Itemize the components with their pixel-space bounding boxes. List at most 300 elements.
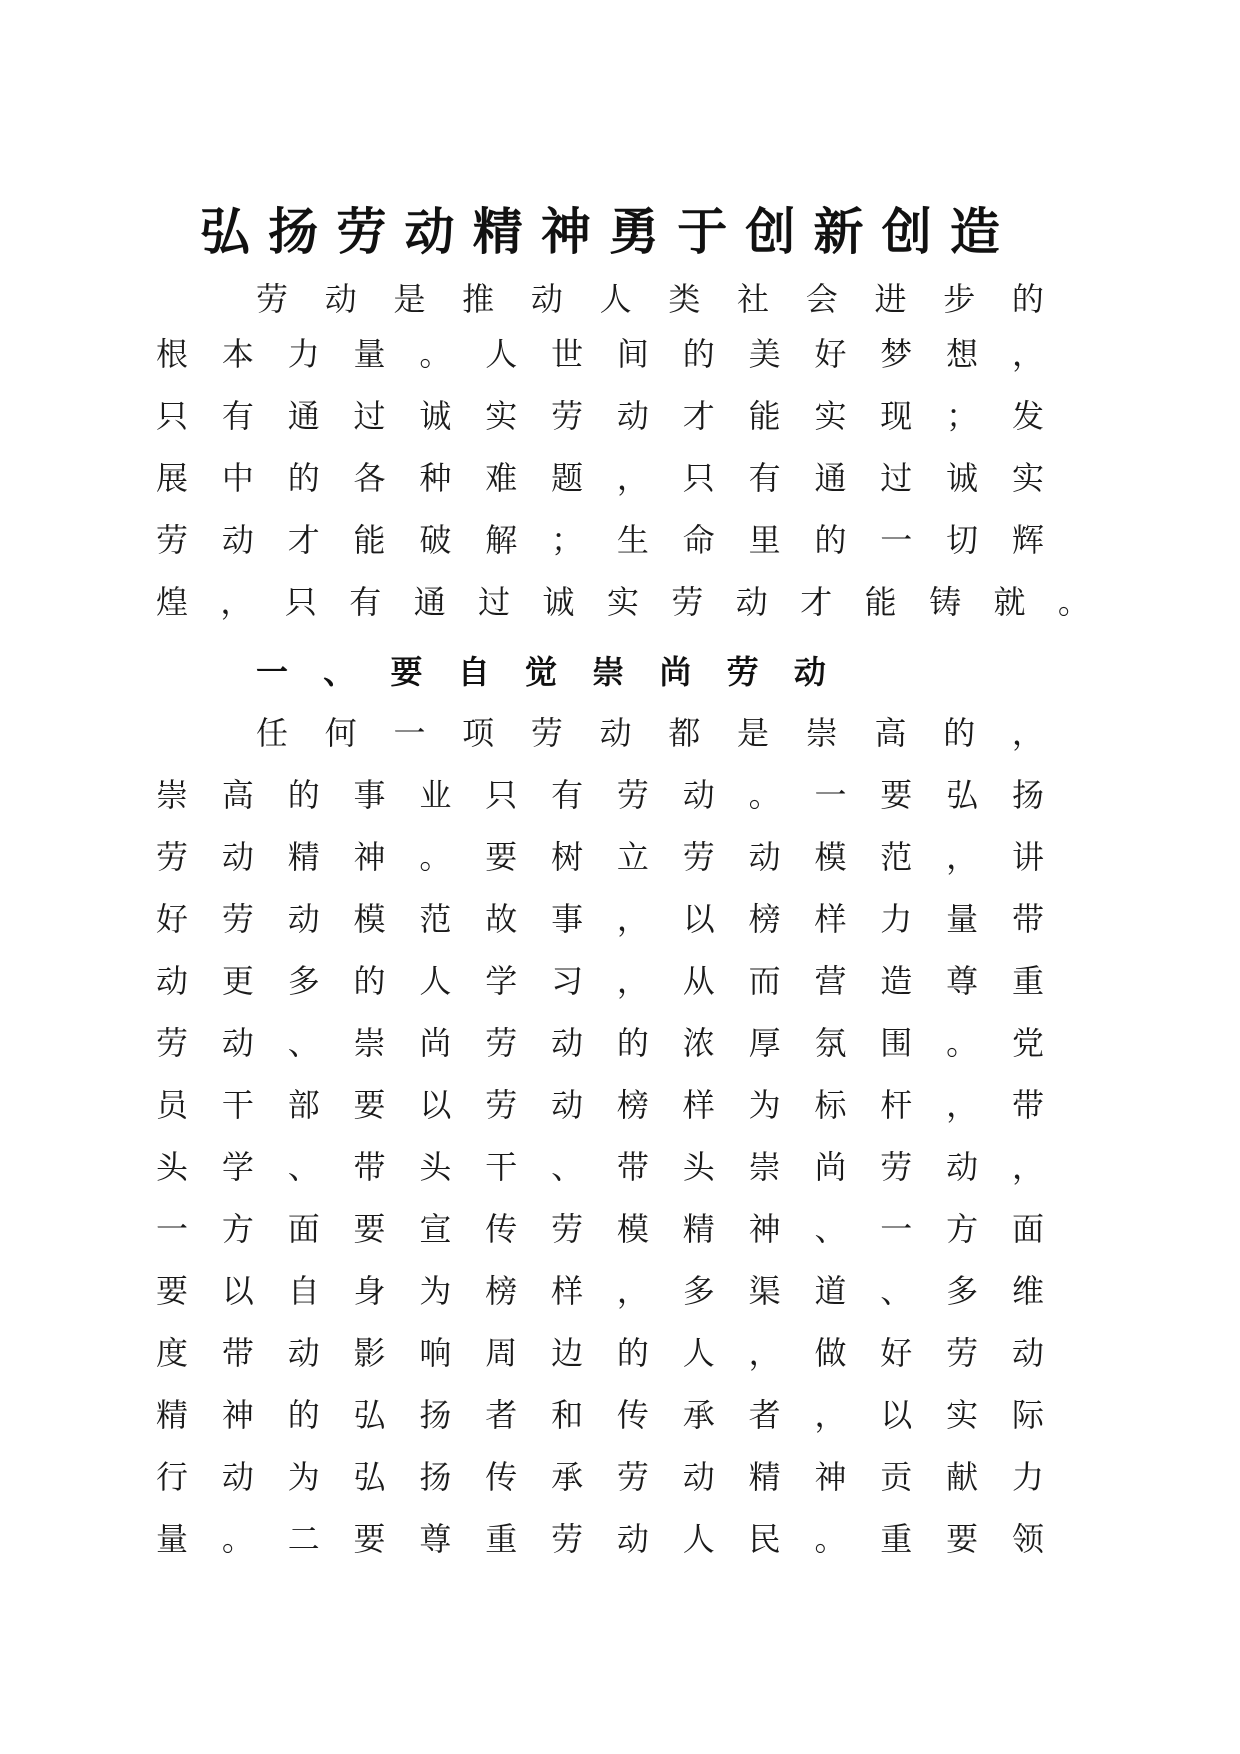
section-heading — [256, 644, 826, 696]
text-glyph: 为 — [419, 1272, 452, 1310]
text-glyph: 自 — [457, 653, 490, 691]
text-glyph: 类 — [668, 280, 701, 318]
text-glyph: 神 — [221, 1396, 254, 1434]
text-glyph: 煌 — [156, 583, 189, 621]
text-glyph: 而 — [748, 962, 781, 1000]
text-glyph: ， — [1011, 1148, 1044, 1186]
text-glyph: 影 — [353, 1334, 386, 1372]
text-glyph: 标 — [814, 1086, 847, 1124]
text-glyph: 一 — [256, 653, 289, 691]
text-glyph: 是 — [393, 280, 426, 318]
text-glyph: 弘 — [946, 776, 979, 814]
text-glyph: 弘 — [200, 202, 250, 261]
text-glyph: 实 — [814, 397, 847, 435]
text-glyph: 通 — [413, 583, 446, 621]
text-glyph: 动 — [682, 776, 715, 814]
text-glyph: 会 — [805, 280, 838, 318]
text-glyph: 多 — [946, 1272, 979, 1310]
text-glyph: 劳 — [530, 714, 563, 752]
text-glyph: 劳 — [485, 1024, 518, 1062]
text-glyph: ， — [1011, 714, 1044, 752]
text-glyph: 传 — [485, 1458, 518, 1496]
text-glyph: 的 — [616, 1334, 649, 1372]
text-glyph: 多 — [287, 962, 320, 1000]
text-glyph: 劳 — [671, 583, 704, 621]
text-glyph: 带 — [616, 1148, 649, 1186]
text-glyph: 动 — [946, 1148, 979, 1186]
text-glyph: 头 — [156, 1148, 189, 1186]
text-glyph: 辉 — [1011, 521, 1044, 559]
text-glyph: 动 — [324, 280, 357, 318]
text-glyph: 步 — [943, 280, 976, 318]
text-glyph: 动 — [551, 1024, 584, 1062]
text-glyph: 诚 — [946, 459, 979, 497]
text-glyph: 方 — [946, 1210, 979, 1248]
text-glyph: 动 — [287, 900, 320, 938]
paragraph-line — [156, 1388, 1044, 1438]
paragraph-line — [156, 1140, 1044, 1190]
text-glyph: 世 — [551, 335, 584, 373]
text-glyph: 劳 — [551, 1520, 584, 1558]
text-glyph: 动 — [221, 1024, 254, 1062]
text-glyph: 献 — [946, 1458, 979, 1496]
text-glyph: 动 — [599, 714, 632, 752]
text-glyph: 造 — [949, 202, 1000, 261]
text-glyph: 各 — [353, 459, 386, 497]
text-glyph: 动 — [287, 1334, 320, 1372]
text-glyph: 崇 — [156, 776, 189, 814]
text-glyph: 的 — [287, 459, 320, 497]
text-glyph: 想 — [946, 335, 979, 373]
text-glyph: 际 — [1011, 1396, 1044, 1434]
paragraph-line — [156, 1512, 1044, 1562]
text-glyph: 能 — [353, 521, 386, 559]
text-glyph: 实 — [946, 1396, 979, 1434]
text-glyph: 崇 — [592, 653, 625, 691]
paragraph-line — [156, 892, 1044, 942]
text-glyph: 造 — [880, 962, 913, 1000]
text-glyph: ， — [946, 838, 979, 876]
text-glyph: 发 — [1011, 397, 1044, 435]
text-glyph: ， — [616, 459, 649, 497]
text-glyph: 精 — [748, 1458, 781, 1496]
text-glyph: 于 — [677, 202, 728, 261]
paragraph-line — [156, 513, 1044, 563]
text-glyph: 精 — [472, 202, 523, 261]
text-glyph: 的 — [682, 335, 715, 373]
text-glyph: 为 — [748, 1086, 781, 1124]
text-glyph: 。 — [946, 1024, 979, 1062]
text-glyph: 要 — [353, 1520, 386, 1558]
text-glyph: 有 — [748, 459, 781, 497]
text-glyph: 者 — [748, 1396, 781, 1434]
text-glyph: 模 — [353, 900, 386, 938]
text-glyph: 学 — [485, 962, 518, 1000]
text-glyph: 、 — [814, 1210, 847, 1248]
paragraph-line — [156, 451, 1044, 501]
text-glyph: 劳 — [256, 280, 289, 318]
text-glyph: 自 — [287, 1272, 320, 1310]
text-glyph: 尊 — [419, 1520, 452, 1558]
text-glyph: 讲 — [1011, 838, 1044, 876]
paragraph-line — [156, 768, 1044, 818]
text-glyph: 就 — [993, 583, 1026, 621]
text-glyph: ， — [1011, 335, 1044, 373]
text-glyph: 都 — [668, 714, 701, 752]
text-glyph: 尚 — [659, 653, 692, 691]
text-glyph: 样 — [551, 1272, 584, 1310]
text-glyph: 事 — [353, 776, 386, 814]
text-glyph: 间 — [616, 335, 649, 373]
text-glyph: 实 — [606, 583, 639, 621]
text-glyph: 尊 — [946, 962, 979, 1000]
paragraph-line — [156, 327, 1044, 377]
text-glyph: 创 — [745, 202, 796, 261]
text-glyph: 者 — [485, 1396, 518, 1434]
text-glyph: 一 — [156, 1210, 189, 1248]
text-glyph: 干 — [221, 1086, 254, 1124]
text-glyph: 题 — [551, 459, 584, 497]
text-glyph: 以 — [682, 900, 715, 938]
text-glyph: 从 — [682, 962, 715, 1000]
text-glyph: 树 — [551, 838, 584, 876]
text-glyph: 带 — [1011, 1086, 1044, 1124]
text-glyph: 神 — [814, 1458, 847, 1496]
text-glyph: 学 — [221, 1148, 254, 1186]
text-glyph: 围 — [880, 1024, 913, 1062]
text-glyph: 要 — [156, 1272, 189, 1310]
text-glyph: 劳 — [726, 653, 759, 691]
text-glyph: 承 — [682, 1396, 715, 1434]
text-glyph: 劳 — [880, 1148, 913, 1186]
text-glyph: 何 — [324, 714, 357, 752]
text-glyph: 进 — [874, 280, 907, 318]
text-glyph: 。 — [814, 1520, 847, 1558]
text-glyph: 动 — [404, 202, 455, 261]
text-glyph: 破 — [419, 521, 452, 559]
paragraph-line — [156, 830, 1044, 880]
text-glyph: 多 — [682, 1272, 715, 1310]
text-glyph: 量 — [156, 1520, 189, 1558]
text-glyph: 以 — [419, 1086, 452, 1124]
text-glyph: 要 — [390, 653, 423, 691]
text-glyph: 好 — [814, 335, 847, 373]
text-glyph: 的 — [1011, 280, 1044, 318]
text-glyph: 量 — [946, 900, 979, 938]
text-glyph: 传 — [485, 1210, 518, 1248]
text-glyph: 道 — [814, 1272, 847, 1310]
text-glyph: 榜 — [485, 1272, 518, 1310]
text-glyph: 。 — [1057, 583, 1090, 621]
text-glyph: 才 — [682, 397, 715, 435]
text-glyph: 。 — [419, 335, 452, 373]
text-glyph: 铸 — [929, 583, 962, 621]
text-glyph: 解 — [485, 521, 518, 559]
text-glyph: 的 — [616, 1024, 649, 1062]
text-glyph: 扬 — [419, 1396, 452, 1434]
paragraph-line — [156, 1326, 1044, 1376]
text-glyph: 劳 — [485, 1086, 518, 1124]
text-glyph: 中 — [221, 459, 254, 497]
text-glyph: ， — [946, 1086, 979, 1124]
text-glyph: 一 — [880, 521, 913, 559]
paragraph-line — [156, 389, 1044, 439]
paragraph-line — [156, 1450, 1044, 1500]
text-glyph: 榜 — [748, 900, 781, 938]
text-glyph: ， — [814, 1396, 847, 1434]
text-glyph: 实 — [485, 397, 518, 435]
text-glyph: 要 — [880, 776, 913, 814]
text-glyph: 二 — [287, 1520, 320, 1558]
text-glyph: 动 — [156, 962, 189, 1000]
text-glyph: 做 — [814, 1334, 847, 1372]
text-glyph: 精 — [682, 1210, 715, 1248]
text-glyph: ， — [220, 583, 253, 621]
text-glyph: 动 — [221, 1458, 254, 1496]
paragraph-line — [156, 1264, 1044, 1314]
text-glyph: 渠 — [748, 1272, 781, 1310]
text-glyph: 范 — [880, 838, 913, 876]
text-glyph: 。 — [419, 838, 452, 876]
text-glyph: 以 — [221, 1272, 254, 1310]
text-glyph: 。 — [748, 776, 781, 814]
text-glyph: 重 — [1011, 962, 1044, 1000]
text-glyph: 面 — [287, 1210, 320, 1248]
text-glyph: 样 — [814, 900, 847, 938]
text-glyph: 事 — [551, 900, 584, 938]
text-glyph: 身 — [353, 1272, 386, 1310]
text-glyph: 一 — [814, 776, 847, 814]
text-glyph: 员 — [156, 1086, 189, 1124]
text-glyph: 才 — [800, 583, 833, 621]
text-glyph: 的 — [943, 714, 976, 752]
text-glyph: 劳 — [682, 838, 715, 876]
text-glyph: 样 — [682, 1086, 715, 1124]
paragraph-line — [256, 272, 1044, 322]
text-glyph: 实 — [1011, 459, 1044, 497]
text-glyph: 的 — [287, 776, 320, 814]
text-glyph: ； — [551, 521, 584, 559]
text-glyph: 力 — [1011, 1458, 1044, 1496]
text-glyph: 头 — [419, 1148, 452, 1186]
text-glyph: 一 — [393, 714, 426, 752]
text-glyph: 度 — [156, 1334, 189, 1372]
text-glyph: 劳 — [156, 521, 189, 559]
text-glyph: 边 — [551, 1334, 584, 1372]
text-glyph: 响 — [419, 1334, 452, 1372]
text-glyph: 维 — [1011, 1272, 1044, 1310]
text-glyph: ， — [616, 1272, 649, 1310]
paragraph-line — [256, 706, 1044, 756]
text-glyph: ， — [616, 962, 649, 1000]
text-glyph: 高 — [874, 714, 907, 752]
text-glyph: 有 — [551, 776, 584, 814]
text-glyph: 重 — [880, 1520, 913, 1558]
text-glyph: 厚 — [748, 1024, 781, 1062]
text-glyph: 神 — [353, 838, 386, 876]
text-glyph: 崇 — [748, 1148, 781, 1186]
text-glyph: 、 — [287, 1024, 320, 1062]
text-glyph: 劳 — [551, 1210, 584, 1248]
text-glyph: 量 — [353, 335, 386, 373]
text-glyph: 好 — [156, 900, 189, 938]
text-glyph: 立 — [616, 838, 649, 876]
text-glyph: 业 — [419, 776, 452, 814]
text-glyph: 通 — [287, 397, 320, 435]
text-glyph: 带 — [1011, 900, 1044, 938]
text-glyph: 扬 — [268, 202, 319, 261]
text-glyph: 觉 — [524, 653, 557, 691]
text-glyph: 的 — [814, 521, 847, 559]
text-glyph: 劳 — [221, 900, 254, 938]
text-glyph: 扬 — [419, 1458, 452, 1496]
text-glyph: 故 — [485, 900, 518, 938]
text-glyph: 是 — [737, 714, 770, 752]
paragraph-line — [156, 575, 1090, 625]
text-glyph: 要 — [353, 1210, 386, 1248]
text-glyph: 部 — [287, 1086, 320, 1124]
text-glyph: 要 — [353, 1086, 386, 1124]
text-glyph: 、 — [323, 653, 356, 691]
text-glyph: 现 — [880, 397, 913, 435]
text-glyph: 以 — [880, 1396, 913, 1434]
text-glyph: 和 — [551, 1396, 584, 1434]
text-glyph: 过 — [880, 459, 913, 497]
text-glyph: 难 — [485, 459, 518, 497]
text-glyph: 精 — [287, 838, 320, 876]
text-glyph: 神 — [540, 202, 591, 261]
text-glyph: 为 — [287, 1458, 320, 1496]
text-glyph: 崇 — [805, 714, 838, 752]
text-glyph: 动 — [682, 1458, 715, 1496]
text-glyph: 人 — [599, 280, 632, 318]
text-glyph: 社 — [737, 280, 770, 318]
text-glyph: 新 — [813, 202, 864, 261]
text-glyph: 要 — [485, 838, 518, 876]
text-glyph: 力 — [880, 900, 913, 938]
text-glyph: 通 — [814, 459, 847, 497]
text-glyph: 杆 — [880, 1086, 913, 1124]
text-glyph: 尚 — [814, 1148, 847, 1186]
text-glyph: 诚 — [419, 397, 452, 435]
text-glyph: 扬 — [1011, 776, 1044, 814]
paragraph-line — [156, 954, 1044, 1004]
text-glyph: 动 — [748, 838, 781, 876]
text-glyph: 人 — [419, 962, 452, 1000]
text-glyph: 人 — [682, 1334, 715, 1372]
text-glyph: 勇 — [609, 202, 660, 261]
text-glyph: 贡 — [880, 1458, 913, 1496]
text-glyph: 一 — [880, 1210, 913, 1248]
text-glyph: 神 — [748, 1210, 781, 1248]
text-glyph: 模 — [814, 838, 847, 876]
text-glyph: 崇 — [353, 1024, 386, 1062]
text-glyph: 、 — [287, 1148, 320, 1186]
text-glyph: 。 — [221, 1520, 254, 1558]
text-glyph: 传 — [616, 1396, 649, 1434]
paragraph-line — [156, 1016, 1044, 1066]
text-glyph: 项 — [462, 714, 495, 752]
text-glyph: 党 — [1011, 1024, 1044, 1062]
text-glyph: 弘 — [353, 1396, 386, 1434]
text-glyph: 、 — [551, 1148, 584, 1186]
text-glyph: 氛 — [814, 1024, 847, 1062]
text-glyph: 干 — [485, 1148, 518, 1186]
text-glyph: 尚 — [419, 1024, 452, 1062]
text-glyph: 诚 — [542, 583, 575, 621]
text-glyph: 动 — [616, 397, 649, 435]
text-glyph: 好 — [880, 1334, 913, 1372]
text-glyph: 里 — [748, 521, 781, 559]
paragraph-line — [156, 1078, 1044, 1128]
text-glyph: 动 — [551, 1086, 584, 1124]
text-glyph: 切 — [946, 521, 979, 559]
text-glyph: 动 — [221, 838, 254, 876]
text-glyph: 有 — [221, 397, 254, 435]
text-glyph: 的 — [287, 1396, 320, 1434]
text-glyph: 动 — [221, 521, 254, 559]
text-glyph: 力 — [287, 335, 320, 373]
text-glyph: 能 — [864, 583, 897, 621]
text-glyph: 动 — [1011, 1334, 1044, 1372]
text-glyph: 劳 — [336, 202, 387, 261]
text-glyph: 人 — [682, 1520, 715, 1558]
text-glyph: 只 — [682, 459, 715, 497]
text-glyph: ， — [748, 1334, 781, 1372]
text-glyph: 创 — [881, 202, 932, 261]
paragraph-line — [156, 1202, 1044, 1252]
text-glyph: 劳 — [946, 1334, 979, 1372]
text-glyph: 行 — [156, 1458, 189, 1496]
text-glyph: 民 — [748, 1520, 781, 1558]
text-glyph: 浓 — [682, 1024, 715, 1062]
text-glyph: 美 — [748, 335, 781, 373]
text-glyph: 动 — [530, 280, 563, 318]
text-glyph: 动 — [735, 583, 768, 621]
text-glyph: 营 — [814, 962, 847, 1000]
text-glyph: 面 — [1011, 1210, 1044, 1248]
text-glyph: 推 — [462, 280, 495, 318]
text-glyph: 要 — [946, 1520, 979, 1558]
text-glyph: 高 — [221, 776, 254, 814]
text-glyph: ； — [946, 397, 979, 435]
text-glyph: 精 — [156, 1396, 189, 1434]
text-glyph: 命 — [682, 521, 715, 559]
text-glyph: 弘 — [353, 1458, 386, 1496]
text-glyph: 劳 — [616, 776, 649, 814]
text-glyph: 范 — [419, 900, 452, 938]
text-glyph: 、 — [880, 1272, 913, 1310]
text-glyph: 只 — [156, 397, 189, 435]
text-glyph: 能 — [748, 397, 781, 435]
text-glyph: 周 — [485, 1334, 518, 1372]
text-glyph: 种 — [419, 459, 452, 497]
text-glyph: 承 — [551, 1458, 584, 1496]
text-glyph: 过 — [353, 397, 386, 435]
text-glyph: 有 — [349, 583, 382, 621]
text-glyph: 生 — [616, 521, 649, 559]
text-glyph: 劳 — [156, 1024, 189, 1062]
text-glyph: 动 — [616, 1520, 649, 1558]
text-glyph: 本 — [221, 335, 254, 373]
text-glyph: 过 — [478, 583, 511, 621]
text-glyph: 劳 — [551, 397, 584, 435]
text-glyph: 任 — [256, 714, 289, 752]
text-glyph: 带 — [221, 1334, 254, 1372]
text-glyph: 的 — [353, 962, 386, 1000]
text-glyph: 更 — [221, 962, 254, 1000]
document-title — [200, 196, 1000, 260]
